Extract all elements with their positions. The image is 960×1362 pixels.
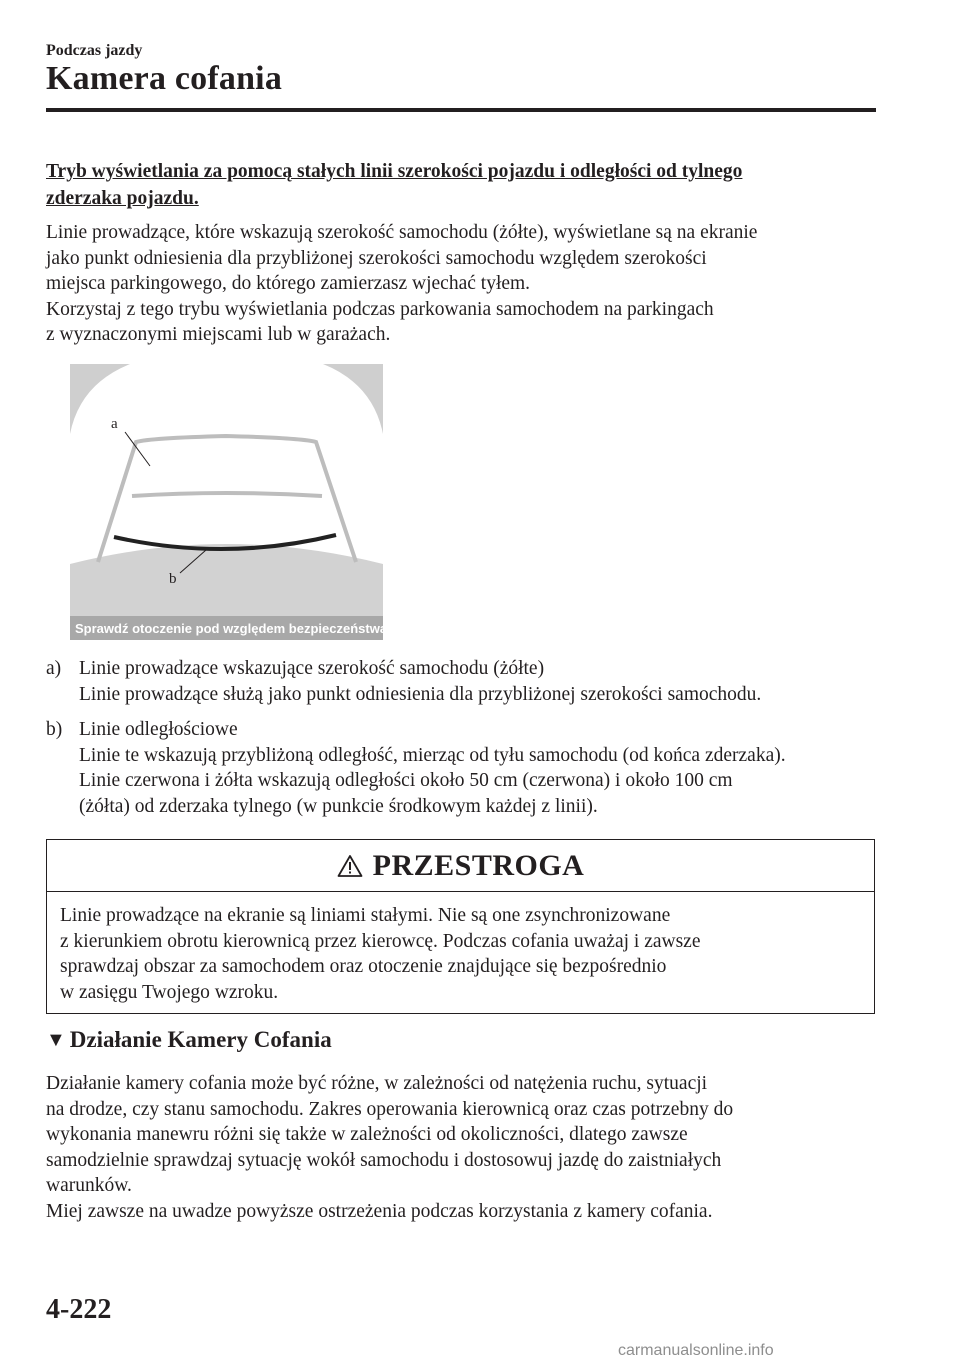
camera-display-illustration (70, 364, 383, 640)
caution-box (46, 839, 875, 1014)
title-divider (46, 108, 876, 112)
definition-line: Linie prowadzące wskazujące szerokość samochodu (żółte) (79, 658, 545, 679)
intro-paragraph (46, 220, 886, 348)
mode-heading-line: zderzaka pojazdu. (46, 188, 199, 209)
figure-label-b: b (169, 571, 177, 587)
caution-header (47, 840, 874, 892)
figure-label-a: a (111, 416, 118, 432)
operation-line: na drodze, czy stanu samochodu. Zakres operowania kierownicą oraz czas potrzebny do (46, 1098, 734, 1120)
definitions-list (46, 656, 886, 819)
definition-text (79, 656, 886, 707)
caution-text (47, 892, 874, 1005)
operation-line: samodzielnie sprawdzaj sytuację wokół samochodu i dostosowuj jazdę do zaistniałych (46, 1149, 722, 1171)
mode-heading (46, 158, 876, 212)
definition-line: Linie prowadzące służą jako punkt odniesienia dla przybliżonej szerokości samochodu. (79, 683, 762, 705)
intro-line: Linie prowadzące, które wskazują szerokość samochodu (żółte), wyświetlane są na ekranie (46, 222, 758, 243)
caution-line: z kierunkiem obrotu kierownicą przez kierowcę. Podczas cofania uważaj i zawsze (60, 930, 701, 952)
warning-triangle-icon (337, 854, 363, 878)
operation-paragraph (46, 1071, 886, 1224)
definition-text (79, 717, 886, 819)
camera-display-figure (70, 364, 383, 640)
caution-line: sprawdzaj obszar za samochodem oraz otoczenie znajdujące się bezpośrednio (60, 956, 667, 977)
mode-heading-line: Tryb wyświetlania za pomocą stałych linii szerokości pojazdu i odległości od tylnego (46, 161, 743, 182)
definition-line: Linie te wskazują przybliżoną odległość, mierząc od tyłu samochodu (od końca zderzaka). (79, 744, 786, 766)
intro-line: miejsca parkingowego, do którego zamierzasz wjechać tyłem. (46, 273, 531, 294)
operation-heading (46, 1027, 332, 1053)
caution-title: PRZESTROGA (372, 848, 585, 882)
operation-heading-text: Działanie Kamery Cofania (69, 1027, 332, 1052)
caution-line: Linie prowadzące na ekranie są liniami stałymi. Nie są one zsynchronizowane (60, 905, 671, 926)
definition-line: Linie czerwona i żółta wskazują odległości około 50 cm (czerwona) i około 100 cm (79, 770, 733, 791)
definition-item (46, 717, 886, 819)
intro-line: jako punkt odniesienia dla przybliżonej szerokości samochodu względem szerokości (46, 247, 707, 269)
operation-line: Miej zawsze na uwadze powyższe ostrzeżenia podczas korzystania z kamery cofania. (46, 1200, 713, 1222)
watermark: carmanualsonline.info (618, 1342, 774, 1359)
page-title: Kamera cofania (46, 60, 283, 97)
definition-line: (żółta) od zderzaka tylnego (w punkcie środkowym każdej z linii). (79, 795, 598, 817)
operation-line: Działanie kamery cofania może być różne, w zależności od natężenia ruchu, sytuacji (46, 1073, 708, 1094)
section-label: Podczas jazdy (46, 42, 143, 59)
triangle-bullet-icon: ▼ (46, 1028, 66, 1051)
definition-line: Linie odległościowe (79, 719, 238, 740)
definition-letter: b) (46, 719, 63, 740)
definition-item (46, 656, 886, 707)
operation-line: wykonania manewru różni się także w zależności od okoliczności, dlatego zawsze (46, 1124, 688, 1145)
page-number: 4-222 (46, 1294, 112, 1325)
operation-line: warunków. (46, 1175, 132, 1196)
intro-line: Korzystaj z tego trybu wyświetlania podczas parkowania samochodem na parkingach (46, 298, 714, 320)
intro-line: z wyznaczonymi miejscami lub w garażach. (46, 324, 391, 345)
definition-letter: a) (46, 658, 62, 679)
caution-line: w zasięgu Twojego wzroku. (60, 981, 279, 1003)
screen-caption-text: Sprawdź otoczenie pod względem bezpieczeństwa (75, 621, 383, 636)
